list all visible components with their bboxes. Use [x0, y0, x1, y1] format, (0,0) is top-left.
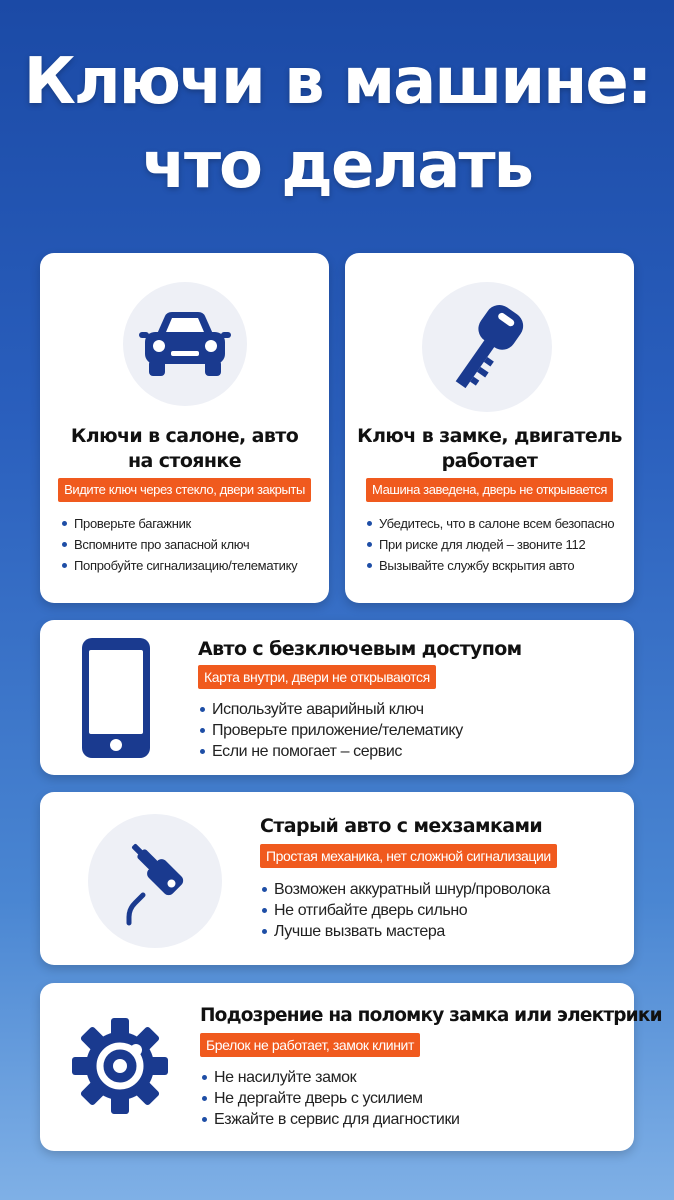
card-title: [40, 424, 329, 474]
lockpick-icon-circle: [88, 814, 222, 948]
gear-icon: [68, 1014, 172, 1118]
list-item: Проверьте багажник: [60, 513, 297, 534]
situation-tag: Простая механика, нет сложной сигнализации: [260, 844, 557, 868]
list-item: Возможен аккуратный шнур/проволока: [260, 879, 550, 900]
card-key-in-ignition: [345, 253, 634, 603]
list-item: Не насилуйте замок: [200, 1067, 460, 1088]
key-icon: [437, 297, 537, 397]
list-item: Вспомните про запасной ключ: [60, 534, 297, 555]
list-item: Убедитесь, что в салоне всем безопасно: [365, 513, 614, 534]
tips-list: [198, 699, 463, 762]
card-title: [345, 424, 634, 474]
situation-tag: Машина заведена, дверь не открывается: [366, 478, 613, 502]
situation-tag: Брелок не работает, замок клинит: [200, 1033, 420, 1057]
card-lock-failure: [40, 983, 662, 1151]
lockpick-wire-icon: [105, 831, 205, 931]
list-item: Не отгибайте дверь сильно: [260, 900, 550, 921]
car-icon-circle: [123, 282, 247, 406]
tag-wrapper: [345, 478, 634, 502]
list-item: Не дергайте дверь с усилием: [200, 1088, 460, 1109]
key-icon-circle: [422, 282, 552, 412]
list-item: Вызывайте службу вскрытия авто: [365, 555, 614, 576]
card-title-line1: Ключ в замке, двигатель: [357, 425, 622, 447]
card-title: Авто с безключевым доступом: [198, 638, 522, 660]
smartphone-icon: [80, 636, 152, 760]
page-title: [0, 40, 674, 208]
list-item: Проверьте приложение/телематику: [198, 720, 463, 741]
list-item: Попробуйте сигнализацию/телематику: [60, 555, 297, 576]
list-item: Лучше вызвать мастера: [260, 921, 550, 942]
card-keys-in-cabin: [40, 253, 329, 603]
tips-list: [365, 513, 614, 576]
car-icon: [135, 304, 235, 384]
situation-tag: Видите ключ через стекло, двери закрыты: [58, 478, 311, 502]
tips-list: [60, 513, 297, 576]
situation-tag: Карта внутри, двери не открываются: [198, 665, 436, 689]
card-title-line1: Ключи в салоне, авто: [70, 425, 299, 447]
list-item: Если не помогает – сервис: [198, 741, 463, 762]
page-title-line2: что делать: [142, 129, 532, 203]
card-title: Подозрение на поломку замка или электрики: [200, 1005, 662, 1026]
tips-list: [260, 879, 550, 942]
card-keyless-access: [40, 620, 634, 775]
tag-wrapper: [40, 478, 329, 502]
list-item: Езжайте в сервис для диагностики: [200, 1109, 460, 1130]
card-title-line2: на стоянке: [127, 450, 241, 472]
page-title-line1: Ключи в машине:: [23, 45, 651, 119]
tips-list: [200, 1067, 460, 1130]
list-item: Используйте аварийный ключ: [198, 699, 463, 720]
card-title: Старый авто с мехзамками: [260, 815, 543, 837]
card-mechanical-locks: [40, 792, 634, 965]
list-item: При риске для людей – звоните 112: [365, 534, 614, 555]
card-title-line2: работает: [441, 450, 538, 472]
